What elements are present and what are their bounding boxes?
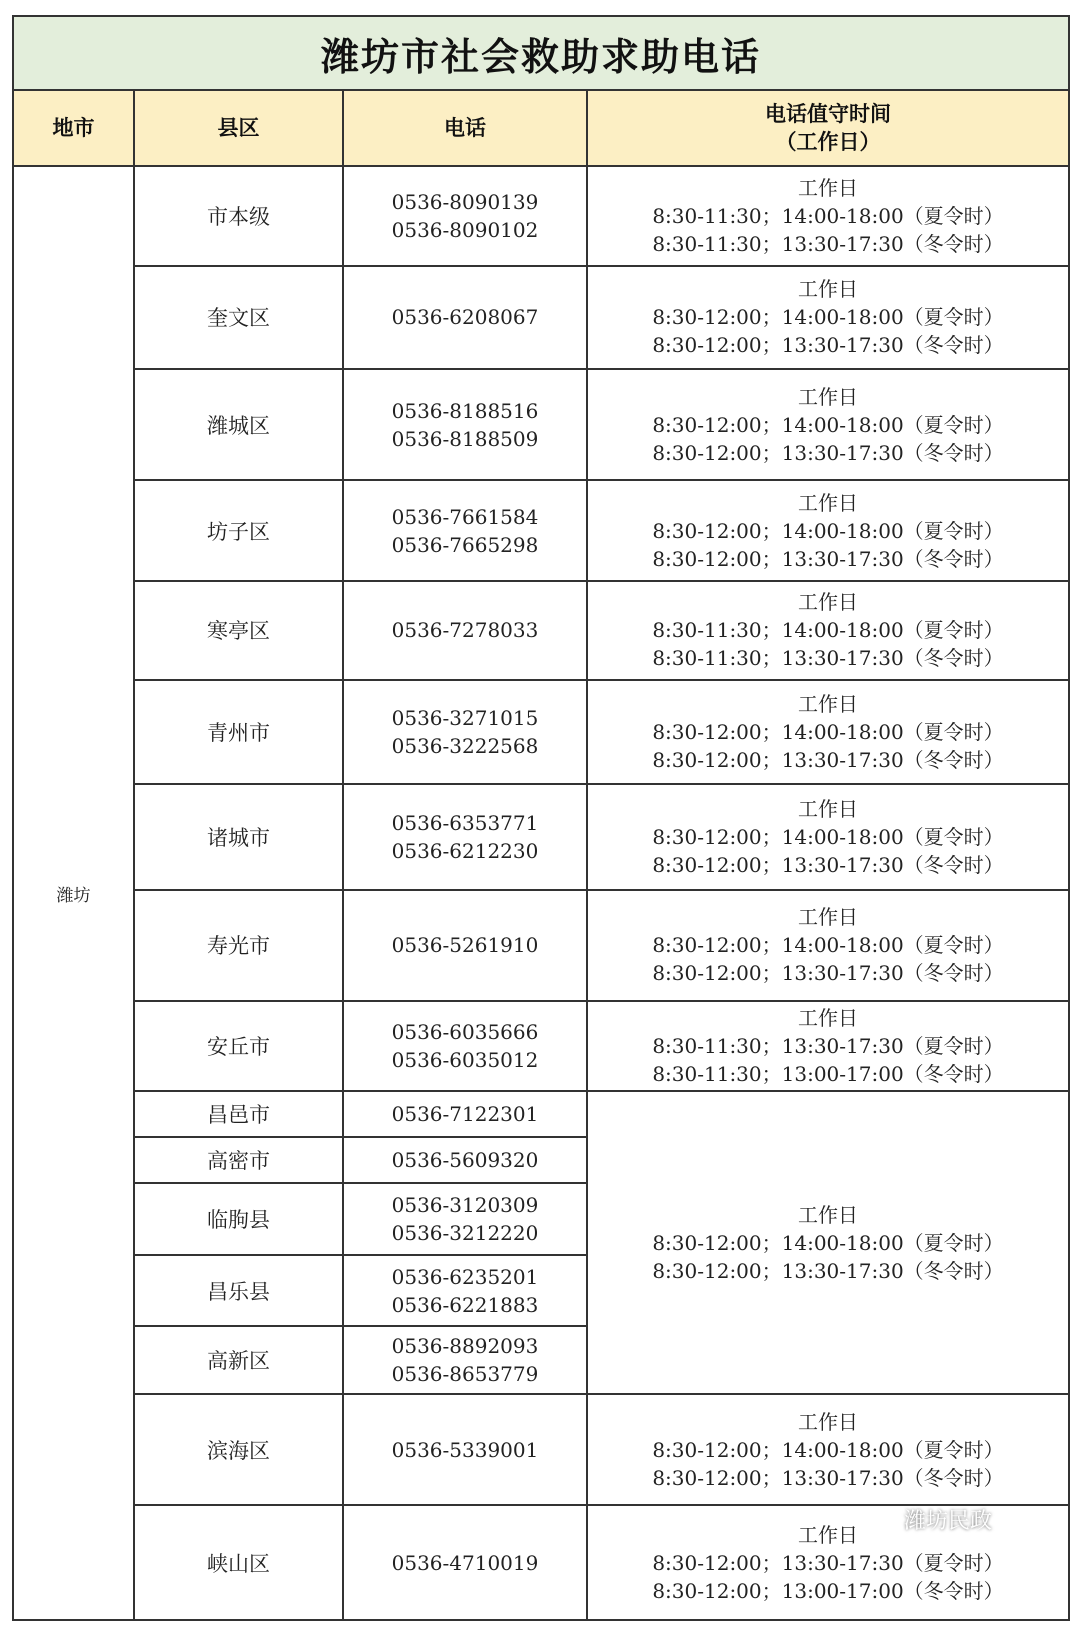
hours-cell bbox=[587, 1505, 1069, 1620]
hours-range: 8:30-12:00；14:00-18:00（夏令时） bbox=[652, 1437, 1004, 1462]
phone-cell bbox=[343, 784, 587, 889]
hours-label: 工作日 bbox=[798, 797, 858, 822]
phone-cell bbox=[343, 680, 587, 784]
hours-range: 8:30-12:00；14:00-18:00（夏令时） bbox=[652, 825, 1004, 850]
hours-label: 工作日 bbox=[798, 490, 858, 515]
county-cell: 高新区 bbox=[134, 1326, 343, 1394]
hours-range: 8:30-12:00；13:30-17:30（冬令时） bbox=[652, 1258, 1004, 1283]
hours-range: 8:30-11:30；13:30-17:30（冬令时） bbox=[652, 232, 1004, 257]
header-hours-line2: （工作日） bbox=[775, 130, 881, 154]
header-city: 地市 bbox=[13, 90, 134, 166]
phone-number: 0536-3120309 bbox=[391, 1193, 539, 1218]
phone-number: 0536-5339001 bbox=[391, 1437, 539, 1462]
hours-cell bbox=[587, 581, 1069, 680]
county-cell: 坊子区 bbox=[134, 480, 343, 580]
header-hours bbox=[587, 90, 1069, 166]
hours-label: 工作日 bbox=[798, 1202, 858, 1227]
phone-cell bbox=[343, 480, 587, 580]
county-cell: 高密市 bbox=[134, 1137, 343, 1183]
hours-label: 工作日 bbox=[798, 905, 858, 930]
phone-cell bbox=[343, 1326, 587, 1394]
phone-cell bbox=[343, 1091, 587, 1137]
header-row bbox=[13, 90, 1069, 166]
phone-cell bbox=[343, 890, 587, 1001]
table-row bbox=[13, 166, 1069, 266]
hours-cell bbox=[587, 1091, 1069, 1394]
watermark-text: 潍坊民政 bbox=[904, 1509, 993, 1534]
hours-range: 8:30-12:00；14:00-18:00（夏令时） bbox=[652, 518, 1004, 543]
phone-number: 0536-6221883 bbox=[391, 1292, 539, 1317]
table-row bbox=[13, 784, 1069, 889]
hours-range: 8:30-12:00；13:30-17:30（冬令时） bbox=[652, 1465, 1004, 1490]
hours-range: 8:30-12:00；13:30-17:30（冬令时） bbox=[652, 853, 1004, 878]
county-cell: 临朐县 bbox=[134, 1183, 343, 1255]
phone-number: 0536-8653779 bbox=[391, 1362, 539, 1387]
hours-cell bbox=[587, 480, 1069, 580]
hours-cell bbox=[587, 680, 1069, 784]
county-cell: 滨海区 bbox=[134, 1394, 343, 1505]
phone-number: 0536-5609320 bbox=[391, 1148, 539, 1173]
phone-number: 0536-7122301 bbox=[391, 1102, 539, 1127]
table-row bbox=[13, 1091, 1069, 1137]
hours-label: 工作日 bbox=[798, 590, 858, 615]
hours-range: 8:30-12:00；13:30-17:30（夏令时） bbox=[652, 1550, 1004, 1575]
hours-range: 8:30-11:30；13:00-17:00（冬令时） bbox=[652, 1061, 1004, 1086]
county-cell: 安丘市 bbox=[134, 1001, 343, 1092]
phone-cell bbox=[343, 1505, 587, 1620]
header-hours-line1: 电话值守时间 bbox=[765, 102, 891, 126]
hours-label: 工作日 bbox=[798, 692, 858, 717]
watermark bbox=[868, 1504, 992, 1535]
hours-range: 8:30-11:30；13:30-17:30（夏令时） bbox=[652, 1033, 1004, 1058]
phone-number: 0536-7661584 bbox=[391, 504, 539, 529]
phone-cell bbox=[343, 1394, 587, 1505]
table-row bbox=[13, 1001, 1069, 1092]
phone-number: 0536-4710019 bbox=[391, 1550, 539, 1575]
phone-number: 0536-3271015 bbox=[391, 706, 539, 731]
phone-number: 0536-8188509 bbox=[391, 426, 539, 451]
county-cell: 寿光市 bbox=[134, 890, 343, 1001]
hours-range: 8:30-12:00；13:30-17:30（冬令时） bbox=[652, 333, 1004, 358]
county-cell: 昌邑市 bbox=[134, 1091, 343, 1137]
hours-range: 8:30-12:00；14:00-18:00（夏令时） bbox=[652, 412, 1004, 437]
phone-cell bbox=[343, 1255, 587, 1326]
hours-range: 8:30-12:00；13:30-17:30（冬令时） bbox=[652, 748, 1004, 773]
phone-number: 0536-6235201 bbox=[391, 1264, 539, 1289]
phone-number: 0536-5261910 bbox=[391, 933, 539, 958]
hours-range: 8:30-12:00；13:00-17:00（冬令时） bbox=[652, 1578, 1004, 1603]
county-cell: 诸城市 bbox=[134, 784, 343, 889]
phone-cell bbox=[343, 266, 587, 368]
header-county: 县区 bbox=[134, 90, 343, 166]
hours-range: 8:30-11:30；13:30-17:30（冬令时） bbox=[652, 646, 1004, 671]
hours-range: 8:30-12:00；14:00-18:00（夏令时） bbox=[652, 305, 1004, 330]
phone-number: 0536-6208067 bbox=[391, 305, 539, 330]
hours-cell bbox=[587, 784, 1069, 889]
hours-range: 8:30-12:00；13:30-17:30（冬令时） bbox=[652, 546, 1004, 571]
hours-label: 工作日 bbox=[798, 1522, 858, 1547]
title-row bbox=[13, 16, 1069, 90]
county-cell: 青州市 bbox=[134, 680, 343, 784]
table-row bbox=[13, 680, 1069, 784]
phone-cell bbox=[343, 369, 587, 481]
phone-number: 0536-6212230 bbox=[391, 839, 539, 864]
hours-range: 8:30-12:00；13:30-17:30（冬令时） bbox=[652, 961, 1004, 986]
hours-range: 8:30-11:30；14:00-18:00（夏令时） bbox=[652, 204, 1004, 229]
hours-cell bbox=[587, 890, 1069, 1001]
phone-cell bbox=[343, 581, 587, 680]
city-cell: 潍坊 bbox=[13, 166, 134, 1620]
phone-number: 0536-8090139 bbox=[391, 190, 539, 215]
county-cell: 潍城区 bbox=[134, 369, 343, 481]
table-row bbox=[13, 581, 1069, 680]
phone-number: 0536-6353771 bbox=[391, 811, 539, 836]
helpline-table bbox=[12, 15, 1070, 1621]
hours-cell bbox=[587, 1001, 1069, 1092]
hours-cell bbox=[587, 1394, 1069, 1505]
phone-number: 0536-8188516 bbox=[391, 398, 539, 423]
table-row bbox=[13, 890, 1069, 1001]
hours-range: 8:30-11:30；14:00-18:00（夏令时） bbox=[652, 618, 1004, 643]
county-cell: 寒亭区 bbox=[134, 581, 343, 680]
hours-label: 工作日 bbox=[798, 277, 858, 302]
phone-number: 0536-8090102 bbox=[391, 218, 539, 243]
phone-cell bbox=[343, 1137, 587, 1183]
table-row bbox=[13, 266, 1069, 368]
phone-cell bbox=[343, 1001, 587, 1092]
phone-cell bbox=[343, 166, 587, 266]
header-phone: 电话 bbox=[343, 90, 587, 166]
phone-number: 0536-6035012 bbox=[391, 1047, 539, 1072]
phone-number: 0536-7278033 bbox=[391, 618, 539, 643]
hours-cell bbox=[587, 369, 1069, 481]
phone-number: 0536-6035666 bbox=[391, 1019, 539, 1044]
wechat-icon bbox=[868, 1507, 898, 1533]
hours-label: 工作日 bbox=[798, 1005, 858, 1030]
hours-cell bbox=[587, 266, 1069, 368]
hours-range: 8:30-12:00；14:00-18:00（夏令时） bbox=[652, 720, 1004, 745]
table-body bbox=[13, 166, 1069, 1620]
hours-range: 8:30-12:00；13:30-17:30（冬令时） bbox=[652, 440, 1004, 465]
table-row bbox=[13, 369, 1069, 481]
county-cell: 峡山区 bbox=[134, 1505, 343, 1620]
phone-number: 0536-3212220 bbox=[391, 1221, 539, 1246]
table-row bbox=[13, 480, 1069, 580]
phone-number: 0536-7665298 bbox=[391, 532, 539, 557]
table-title: 潍坊市社会救助求助电话 bbox=[13, 16, 1069, 90]
table-row bbox=[13, 1394, 1069, 1505]
hours-label: 工作日 bbox=[798, 384, 858, 409]
county-cell: 奎文区 bbox=[134, 266, 343, 368]
county-cell: 市本级 bbox=[134, 166, 343, 266]
hours-range: 8:30-12:00；14:00-18:00（夏令时） bbox=[652, 1230, 1004, 1255]
county-cell: 昌乐县 bbox=[134, 1255, 343, 1326]
hours-label: 工作日 bbox=[798, 1409, 858, 1434]
hours-label: 工作日 bbox=[798, 176, 858, 201]
phone-cell bbox=[343, 1183, 587, 1255]
hours-cell bbox=[587, 166, 1069, 266]
phone-number: 0536-8892093 bbox=[391, 1334, 539, 1359]
hours-range: 8:30-12:00；14:00-18:00（夏令时） bbox=[652, 933, 1004, 958]
phone-number: 0536-3222568 bbox=[391, 734, 539, 759]
